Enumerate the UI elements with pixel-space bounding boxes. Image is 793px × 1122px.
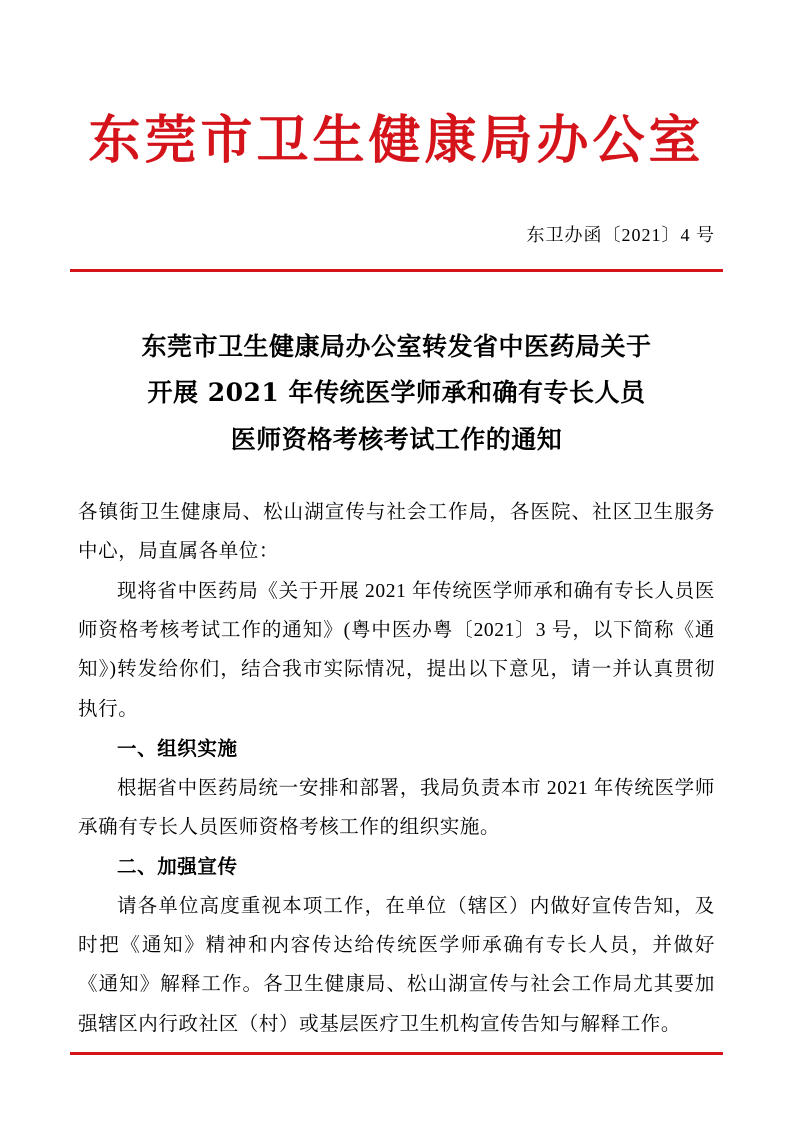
document-title (96, 324, 697, 463)
issuing-authority-title: 东莞市卫生健康局办公室 (88, 110, 705, 171)
header-red-rule (70, 269, 723, 272)
section-heading-2: 二、加强宣传 (117, 855, 238, 879)
body-paragraph-1: 现将省中医药局《关于开展 2021 年传统医学师承和确有专长人员医师资格考核考试工作的通知》(粤中医办粤〔2021〕3 号，以下简称《通知》)转发给你们，结合我市实际情况，提出以下意见，请一并认真贯彻执行。 (78, 580, 715, 720)
document-title-line-1: 东莞市卫生健康局办公室转发省中医药局关于 (141, 332, 652, 362)
document-title-line-2: 开展 2021 年传统医学师承和确有专长人员 (147, 378, 646, 408)
addressee-paragraph: 各镇街卫生健康局、松山湖宣传与社会工作局，各医院、社区卫生服务中心，局直属各单位： (78, 501, 715, 563)
document-number: 东卫办函〔2021〕4 号 (526, 225, 715, 246)
body-paragraph-2: 根据省中医药局统一安排和部署，我局负责本市 2021 年传统医学师承确有专长人员医师资格考核工作的组织实施。 (78, 777, 715, 838)
document-title-line-3: 医师资格考核考试工作的通知 (230, 424, 563, 454)
body-paragraph-3: 请各单位高度重视本项工作，在单位（辖区）内做好宣传告知，及时把《通知》精神和内容传达给传统医学师承确有专长人员，并做好《通知》解释工作。各卫生健康局、松山湖宣传与社会工作局尤其要加强辖区内行政社区（村）或基层医疗卫生机构宣传告知与解释工作。 (78, 895, 715, 1035)
document-body (78, 493, 715, 1044)
masthead (0, 112, 793, 169)
section-heading-1: 一、组织实施 (117, 737, 238, 761)
document-number-row (0, 221, 793, 247)
footer-red-rule (70, 1052, 723, 1055)
